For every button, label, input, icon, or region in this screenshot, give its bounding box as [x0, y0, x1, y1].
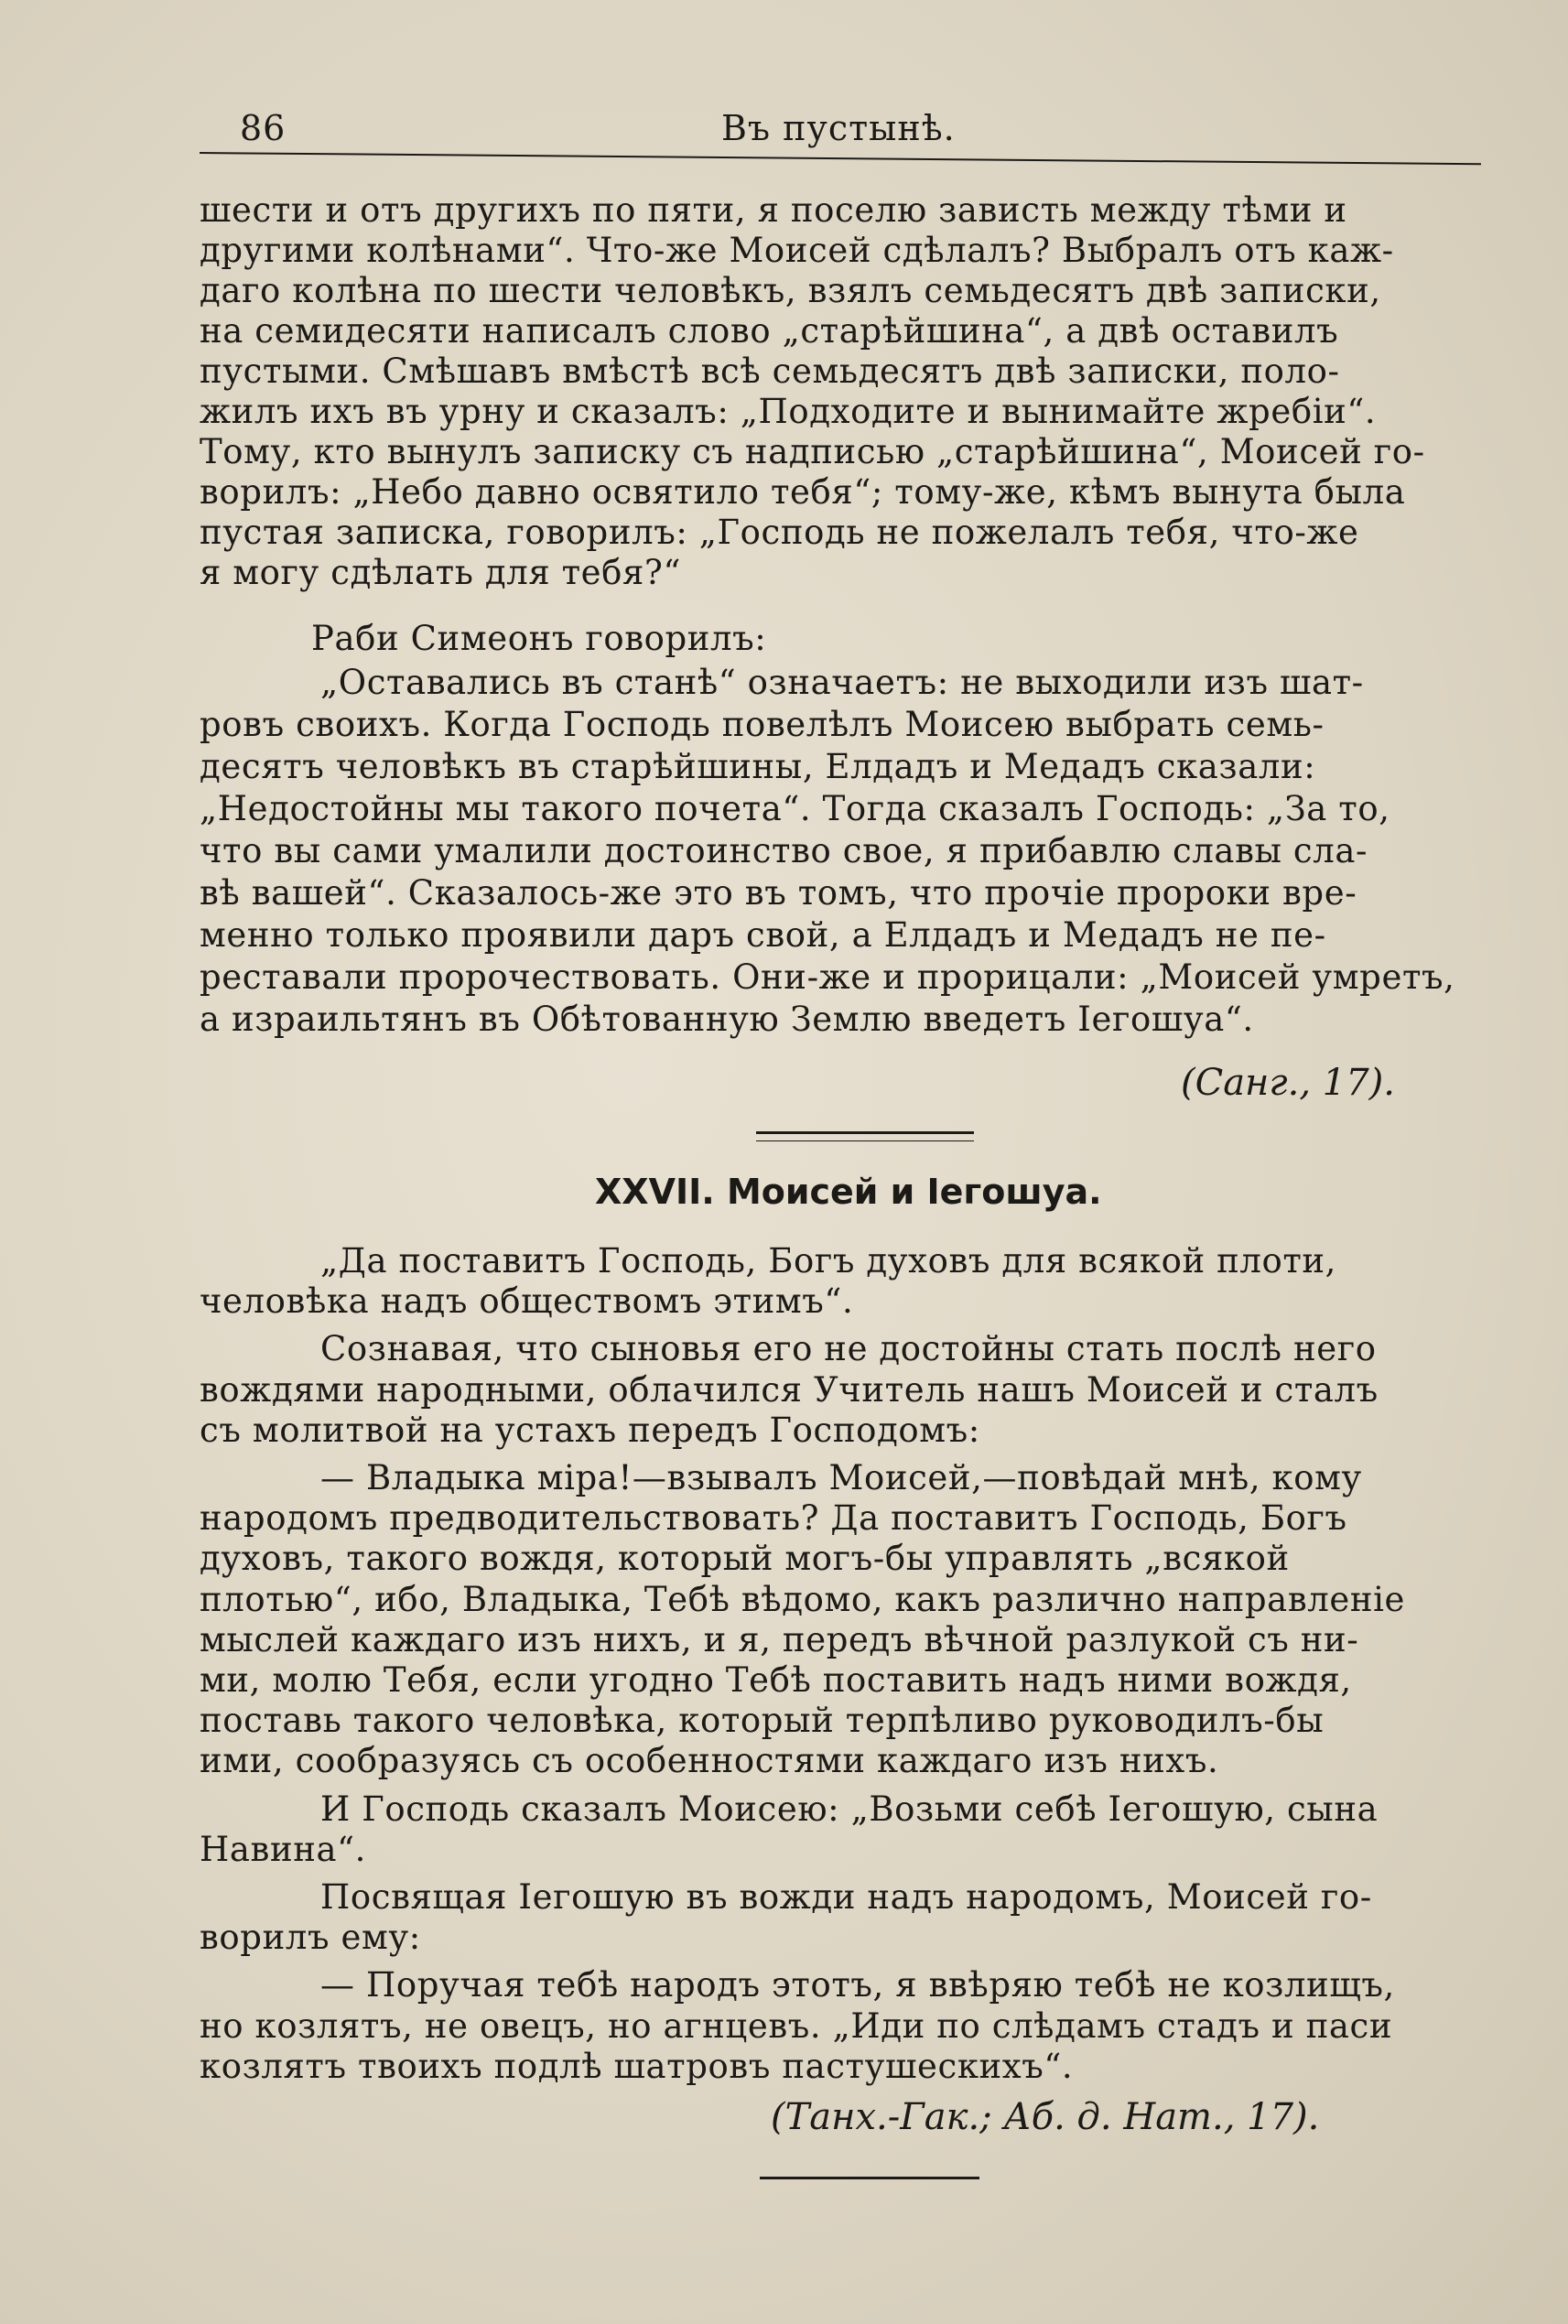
text-line: „Да поставитъ Господь, Богъ духовъ для всякой плоти,: [320, 1241, 1337, 1281]
text-line: — Владыка міра!—взывалъ Моисей,—повѣдай мнѣ, кому: [320, 1458, 1362, 1497]
running-title: Въ пустынѣ.: [721, 108, 956, 148]
text-line: пустыми. Смѣшавъ вмѣстѣ всѣ семьдесятъ двѣ записки, поло-: [200, 351, 1340, 391]
text-line: я могу сдѣлать для тебя?“: [200, 553, 681, 592]
text-line: „Оставались въ станѣ“ означаетъ: не выходили изъ шат-: [320, 663, 1364, 702]
text-line: ми, молю Тебя, если угодно Тебѣ поставить надъ ними вождя,: [200, 1660, 1352, 1700]
text-line: ворилъ: „Небо давно освятило тебя“; тому-же, кѣмъ вынута была: [200, 472, 1406, 512]
text-line: Раби Симеонъ говорилъ:: [311, 619, 767, 658]
citation: (Танх.-Гак.; Аб. д. Нат., 17).: [771, 2096, 1320, 2138]
text-line: съ молитвой на устахъ передъ Господомъ:: [200, 1410, 980, 1450]
citation: (Санг., 17).: [1181, 1062, 1395, 1104]
text-line: поставь такого человѣка, который терпѣливо руководилъ-бы: [200, 1701, 1325, 1741]
page-header: [200, 101, 1481, 156]
text-line: пустая записка, говорилъ: „Господь не пожелалъ тебя, что-же: [200, 513, 1359, 552]
text-line: на семидесяти написалъ слово „старѣйшина“, а двѣ оставилъ: [200, 311, 1339, 351]
text-line: ворилъ ему:: [200, 1918, 421, 1958]
text-line: жилъ ихъ въ урну и сказалъ: „Подходите и вынимайте жребіи“.: [200, 392, 1377, 431]
text-line: а израильтянъ въ Обѣтованную Землю введетъ Іегошуа“.: [200, 1000, 1254, 1039]
text-line: реставали пророчествовать. Они-же и прорицали: „Моисей умретъ,: [200, 957, 1455, 997]
text-line: — Поручая тебѣ народъ этотъ, я ввѣряю тебѣ не козлищъ,: [320, 1965, 1395, 2005]
text-line: другими колѣнами“. Что-же Моисей сдѣлалъ? Выбралъ отъ каж-: [200, 231, 1394, 270]
text-line: менно только проявили даръ свой, а Елдадъ и Медадъ не пе-: [200, 915, 1326, 955]
section-heading: XXVII. Моисей и Іегошуа.: [595, 1172, 1102, 1212]
text-line: духовъ, такого вождя, который могъ-бы управлять „всякой: [200, 1539, 1290, 1579]
text-line: десятъ человѣкъ въ старѣйшины, Елдадъ и Медадъ сказали:: [200, 747, 1316, 786]
text-line: мыслей каждаго изъ нихъ, и я, передъ вѣчной разлукой съ ни-: [200, 1619, 1359, 1659]
text-line: „Недостойны мы такого почета“. Тогда сказалъ Господь: „За то,: [200, 789, 1390, 828]
text-line: ими, сообразуясь съ особенностями каждаго изъ нихъ.: [200, 1741, 1219, 1781]
text-line: ровъ своихъ. Когда Господь повелѣлъ Моисею выбрать семь-: [200, 705, 1325, 744]
text-line: вождями народными, облачился Учитель нашъ Моисей и сталъ: [200, 1369, 1379, 1410]
text-line: вѣ вашей“. Сказалось-же это въ томъ, что прочіе пророки вре-: [200, 873, 1357, 913]
text-line: Навина“.: [200, 1829, 367, 1869]
text-line: И Господь сказалъ Моисею: „Возьми себѣ Іегошую, сына: [320, 1789, 1379, 1829]
text-line: шести и отъ другихъ по пяти, я поселю зависть между тѣми и: [200, 190, 1347, 230]
text-line: человѣка надъ обществомъ этимъ“.: [200, 1281, 854, 1322]
text-line: даго колѣна по шести человѣкъ, взялъ семьдесятъ двѣ записки,: [200, 271, 1381, 310]
text-line: что вы сами умалили достоинство свое, я прибавлю славы сла-: [200, 831, 1368, 870]
text-line: но козлятъ, не овецъ, но агнцевъ. „Иди по слѣдамъ стадъ и паси: [200, 2005, 1393, 2046]
text-line: Тому, кто вынулъ записку съ надписью „старѣйшина“, Моисей го-: [200, 432, 1425, 471]
text-line: козлятъ твоихъ подлѣ шатровъ пастушескихъ“.: [200, 2046, 1074, 2086]
text-line: Сознавая, что сыновья его не достойны стать послѣ него: [320, 1329, 1377, 1369]
section-divider: [756, 1131, 974, 1134]
section-divider-thin: [756, 1140, 974, 1141]
end-rule: [760, 2177, 979, 2179]
text-line: Посвящая Іегошую въ вожди надъ народомъ, Моисей го-: [320, 1877, 1372, 1917]
text-line: народомъ предводительствовать? Да поставитъ Господь, Богъ: [200, 1498, 1347, 1539]
page-number: 86: [240, 108, 287, 148]
text-line: плотью“, ибо, Владыка, Тебѣ вѣдомо, какъ различно направленіе: [200, 1579, 1406, 1619]
